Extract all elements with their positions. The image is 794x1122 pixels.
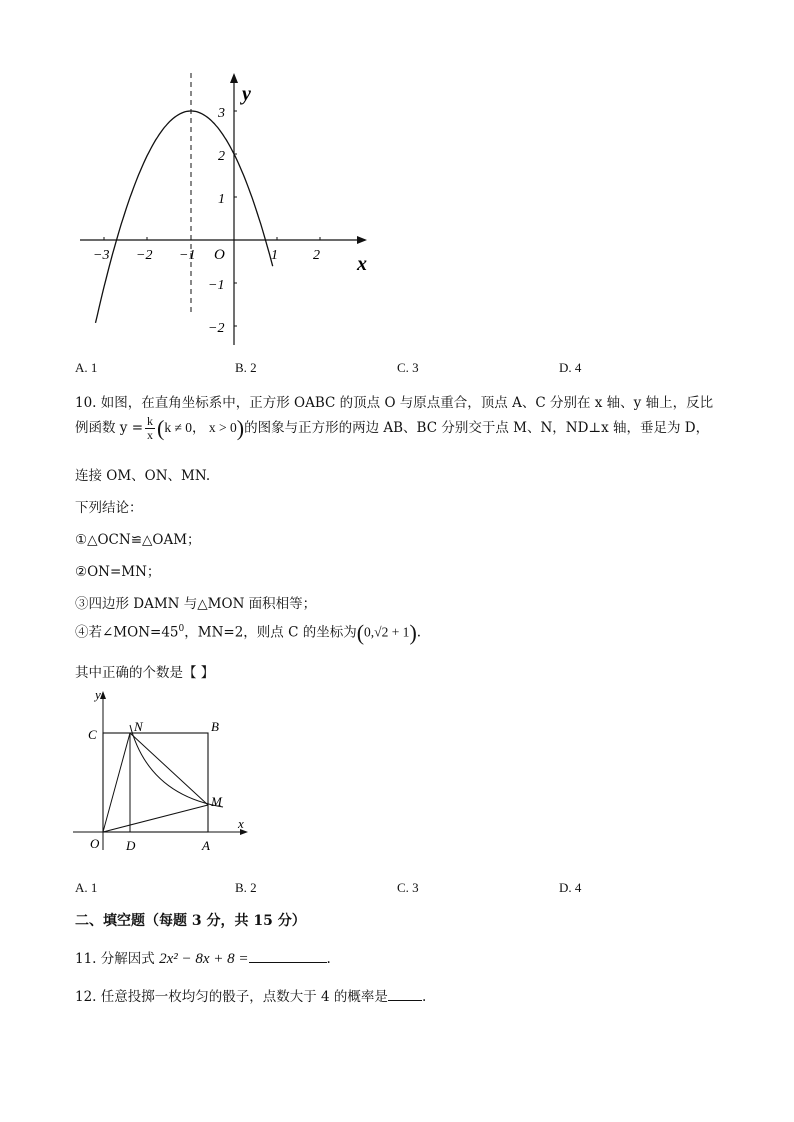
conclusion-1: ①△OCN≌△OAM； — [75, 532, 201, 548]
label-y: y — [95, 687, 101, 702]
conclusion-3: ③四边形 DAMN 与△MON 面积相等； — [75, 596, 317, 612]
label-A: A — [202, 838, 210, 853]
y-axis-label: y — [242, 83, 251, 105]
c4-end: . — [416, 624, 422, 641]
segment-OM — [103, 805, 208, 832]
q9-option-c[interactable]: C. 3 — [397, 360, 419, 375]
x-tick-label: 2 — [313, 248, 320, 263]
q11-answer-blank[interactable] — [249, 962, 327, 963]
q9-option-d[interactable]: D. 4 — [559, 360, 582, 375]
q11-prefix: 11. 分解因式 — [75, 951, 155, 967]
q10-option-a[interactable]: A. 1 — [75, 880, 98, 895]
y-axis-arrow — [100, 691, 106, 699]
q11 — [75, 947, 331, 968]
square-hyperbola-figure — [68, 685, 258, 860]
label-C: C — [88, 727, 97, 742]
x-tick-label: −2 — [136, 248, 153, 263]
conclusion-4: ④若$\angle MON=45^0$，MN=2，则点 C 的坐标为(0,√2 + 1). — [75, 620, 422, 645]
q10-func-prefix: 例函数 y = — [75, 420, 144, 436]
y-tick-label: −2 — [208, 321, 225, 336]
q9-option-a[interactable]: A. 1 — [75, 360, 98, 375]
q10-question: 其中正确的个数是【 】 — [75, 665, 215, 681]
y-axis-arrow — [230, 73, 238, 83]
q10-condition: k ≠ 0， x > 0 — [164, 420, 237, 435]
conclusion-2: ②ON=MN； — [75, 564, 161, 580]
y-tick-label: 2 — [218, 149, 225, 164]
q10-line3: 连接 OM、ON、MN. — [75, 468, 211, 484]
frac-numerator: k — [147, 414, 154, 428]
parabola-graph — [75, 65, 385, 350]
c4-sup: 0 — [178, 624, 185, 634]
segment-MN — [130, 733, 208, 805]
x-axis-arrow — [357, 236, 367, 244]
label-B: B — [211, 719, 219, 734]
y-tick-label: 3 — [218, 106, 225, 121]
section-title: 二、填空题（每题 3 分，共 15 分） — [75, 913, 306, 929]
q12-answer-blank[interactable] — [388, 1000, 422, 1001]
parabola-curve — [96, 111, 273, 323]
y-tick-label: −1 — [208, 278, 225, 293]
q11-expression: 2x² − 8x + 8 = — [159, 951, 249, 967]
q12-text: 12. 任意投掷一枚均匀的骰子，点数大于 4 的概率是 — [75, 989, 388, 1005]
q9-option-b[interactable]: B. 2 — [235, 360, 257, 375]
q11-end: . — [326, 951, 331, 967]
q10-option-b[interactable]: B. 2 — [235, 880, 257, 895]
fraction-k-over-x — [145, 415, 155, 442]
frac-denominator: x — [147, 428, 154, 442]
segment-ON — [103, 733, 130, 832]
x-tick-label: −3 — [93, 248, 110, 263]
x-tick-label: −1 — [179, 248, 196, 263]
label-M: M — [211, 794, 222, 809]
q10-option-d[interactable]: D. 4 — [559, 880, 582, 895]
q12 — [75, 985, 426, 1005]
q10-line2: 例函数 y = $\frac{k}{x}$ (k ≠ 0， x > 0)的图象与正方形的两边 AB、BC 分别交于点 M、N，ND⊥x 轴，垂足为 D， — [75, 414, 710, 442]
conclusions-intro: 下列结论： — [75, 500, 143, 516]
q10-line1: 10. 如图，在直角坐标系中，正方形 OABC 的顶点 O 与原点重合，顶点 A、C 分别在 x 轴、y 轴上，反比 — [75, 395, 714, 411]
label-O: O — [90, 836, 100, 851]
c4-mid: ，MN=2，则点 C 的坐标为 — [184, 624, 357, 641]
square-OABC — [103, 733, 208, 832]
y-tick-label: 1 — [218, 192, 225, 207]
c4-prefix: ④若∠MON=45 — [75, 624, 179, 641]
origin-label: O — [214, 247, 225, 263]
hyperbola-curve — [130, 725, 223, 807]
label-D: D — [126, 838, 136, 853]
q10-option-c[interactable]: C. 3 — [397, 880, 419, 895]
label-N: N — [134, 719, 143, 734]
c4-coord: 0,√2 + 1 — [364, 624, 410, 640]
x-axis-label: x — [357, 253, 367, 275]
x-tick-label: 1 — [271, 248, 278, 263]
label-x: x — [238, 816, 244, 831]
q10-line2-suffix: 的图象与正方形的两边 AB、BC 分别交于点 M、N，ND⊥x 轴，垂足为 D， — [244, 420, 710, 436]
q12-end: . — [421, 989, 427, 1005]
